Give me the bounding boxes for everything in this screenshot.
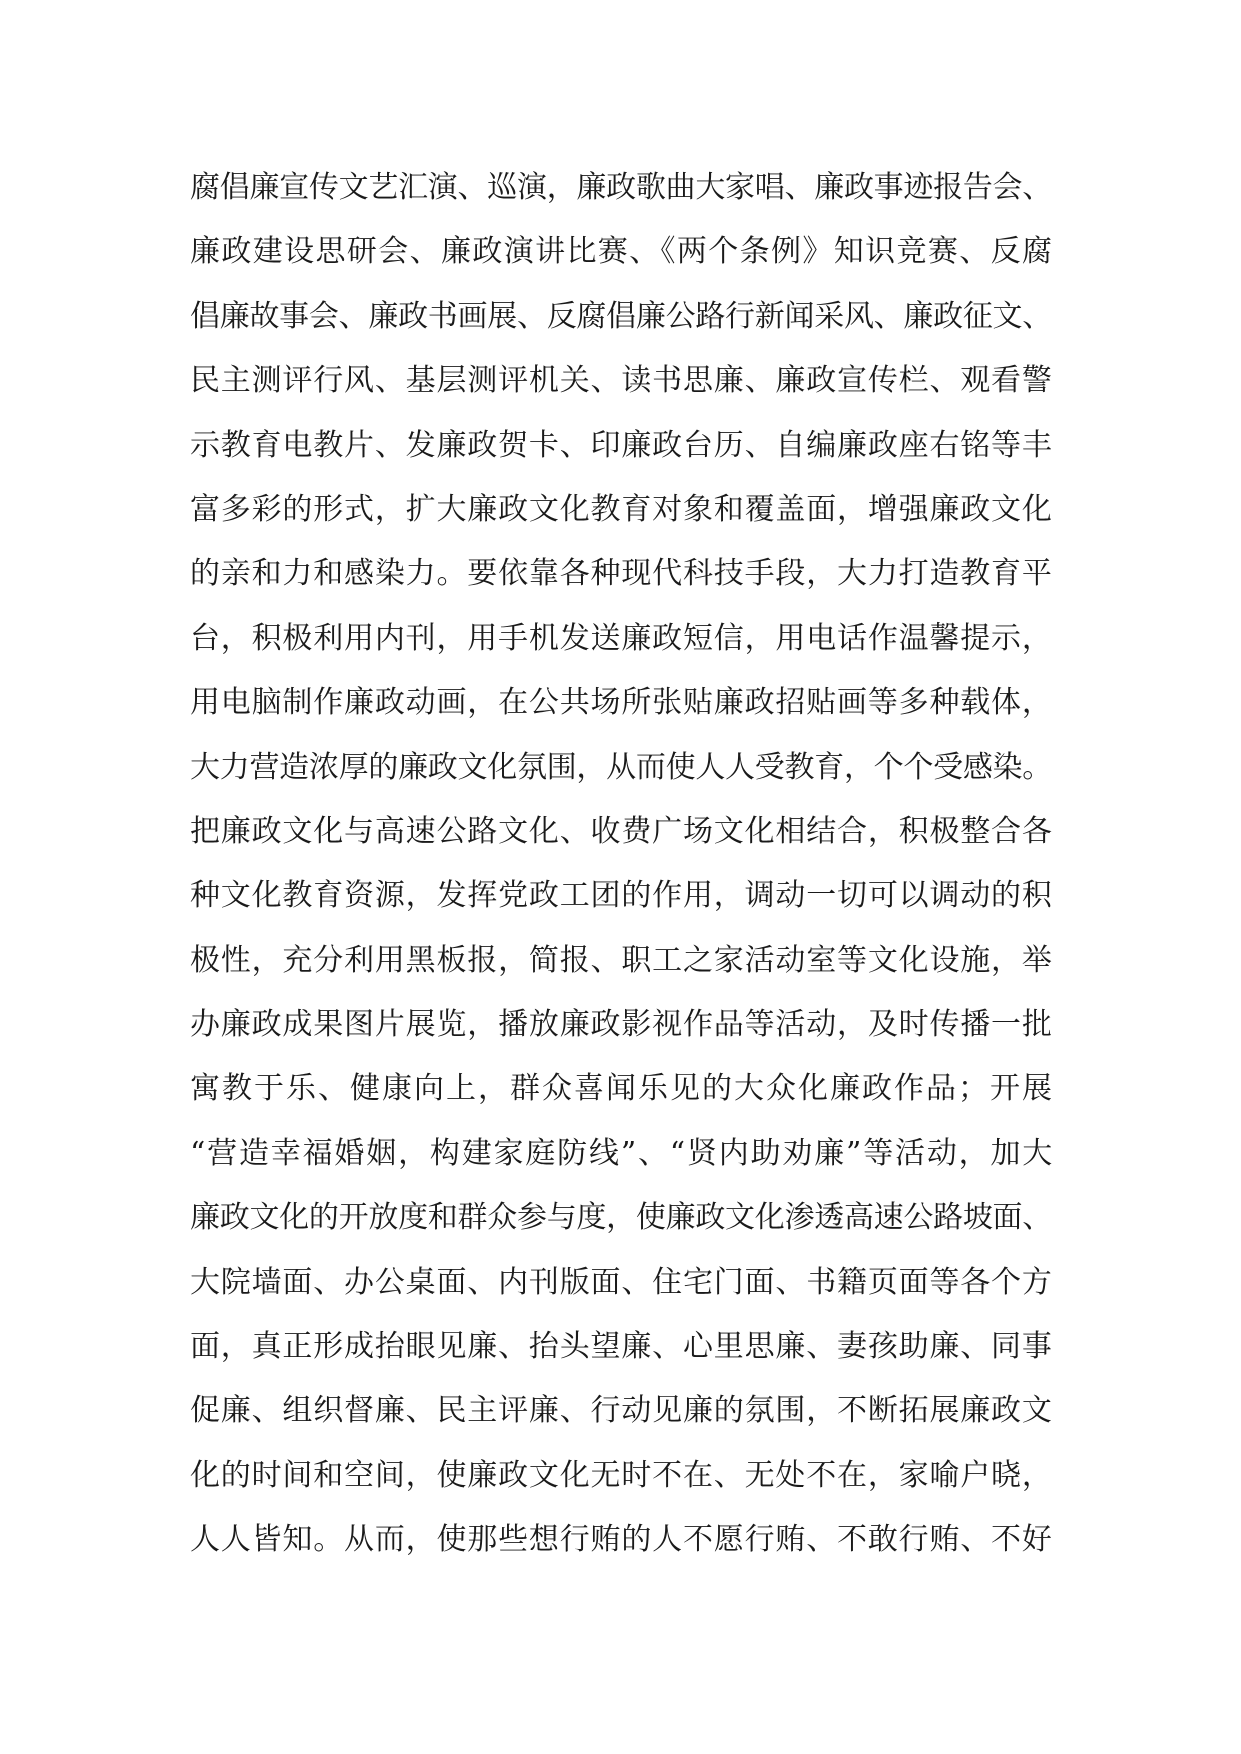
text-line: 面，真正形成抬眼见廉、抬头望廉、心里思廉、妻孩助廉、同事 <box>190 1329 1053 1365</box>
text-line: 大院墙面、办公桌面、内刊版面、住宅门面、书籍页面等各个方 <box>190 1264 1053 1300</box>
text-line: 倡廉故事会、廉政书画展、反腐倡廉公路行新闻采风、廉政征文、 <box>190 298 1052 334</box>
text-line: 寓教于乐、健康向上，群众喜闻乐见的大众化廉政作品；开展 <box>190 1071 1054 1107</box>
body-text <box>190 156 1055 1573</box>
text-line: 民主测评行风、基层测评机关、读书思廉、廉政宣传栏、观看警 <box>190 363 1053 399</box>
text-line: 廉政文化的开放度和群众参与度，使廉政文化渗透高速公路坡面、 <box>190 1200 1052 1236</box>
text-line: 极性，充分利用黑板报，简报、职工之家活动室等文化设施，举 <box>190 942 1053 978</box>
text-line: “营造幸福婚姻，构建家庭防线”、“贤内助劝廉”等活动，加大 <box>190 1135 1055 1171</box>
text-line: 廉政建设思研会、廉政演讲比赛、《两个条例》知识竞赛、反腐 <box>190 234 1054 270</box>
text-line: 大力营造浓厚的廉政文化氛围，从而使人人受教育，个个受感染。 <box>190 749 1052 785</box>
text-line: 办廉政成果图片展览，播放廉政影视作品等活动，及时传播一批 <box>190 1007 1053 1043</box>
text-line: 种文化教育资源，发挥党政工团的作用，调动一切可以调动的积 <box>190 878 1053 914</box>
text-line: 人人皆知。从而，使那些想行贿的人不愿行贿、不敢行贿、不好 <box>190 1522 1053 1558</box>
text-line: 化的时间和空间，使廉政文化无时不在、无处不在，家喻户晓， <box>190 1457 1053 1493</box>
text-line: 促廉、组织督廉、民主评廉、行动见廉的氛围，不断拓展廉政文 <box>190 1393 1053 1429</box>
text-line: 用电脑制作廉政动画，在公共场所张贴廉政招贴画等多种载体， <box>190 685 1053 721</box>
text-line: 把廉政文化与高速公路文化、收费广场文化相结合，积极整合各 <box>190 813 1053 849</box>
text-line: 台，积极利用内刊，用手机发送廉政短信，用电话作温馨提示， <box>190 620 1053 656</box>
text-line: 示教育电教片、发廉政贺卡、印廉政台历、自编廉政座右铭等丰 <box>190 427 1053 463</box>
text-line: 的亲和力和感染力。要依靠各种现代科技手段，大力打造教育平 <box>190 556 1053 592</box>
text-line: 富多彩的形式，扩大廉政文化教育对象和覆盖面，增强廉政文化 <box>190 491 1053 527</box>
text-line: 腐倡廉宣传文艺汇演、巡演，廉政歌曲大家唱、廉政事迹报告会、 <box>190 170 1052 205</box>
